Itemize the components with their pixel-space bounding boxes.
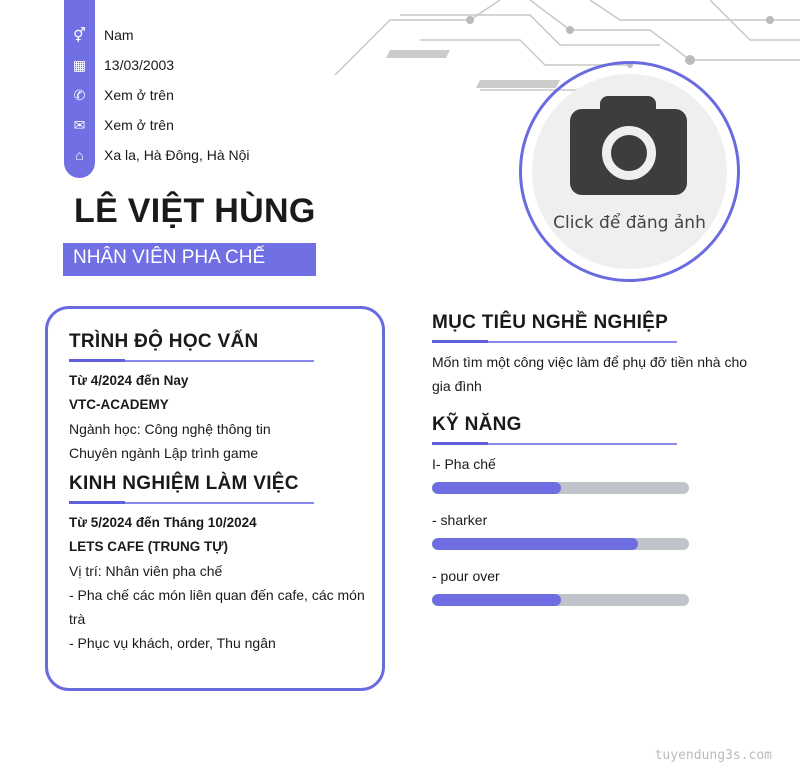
info-text: Xem ở trên <box>104 117 174 133</box>
info-text: Xa la, Hà Đông, Hà Nội <box>104 147 250 163</box>
skill-bar <box>432 594 689 606</box>
camera-icon <box>570 109 687 195</box>
skill-bar-fill <box>432 594 561 606</box>
watermark: tuyendung3s.com <box>654 748 772 763</box>
experience-company: LETS CAFE (TRUNG TỰ) <box>69 539 228 554</box>
info-phone <box>64 80 250 110</box>
education-experience-box <box>45 306 385 691</box>
education-school: VTC-ACADEMY <box>69 397 169 412</box>
info-text: Nam <box>104 27 134 43</box>
info-text: Xem ở trên <box>104 87 174 103</box>
mail-icon: ✉ <box>73 116 86 133</box>
photo-upload[interactable] <box>519 61 740 282</box>
education-line: Ngành học: Công nghệ thông tin <box>69 421 271 437</box>
calendar-icon: ▦ <box>72 56 87 73</box>
personal-info <box>64 20 250 170</box>
divider <box>69 360 314 362</box>
full-name: LÊ VIỆT HÙNG <box>74 192 316 230</box>
objective-text: Mốn tìm một công việc làm để phụ đỡ tiền nhà cho gia đình <box>432 354 748 394</box>
skill-label: - pour over <box>432 568 500 584</box>
objective-title: MỤC TIÊU NGHỀ NGHIỆP <box>432 312 669 333</box>
skill-bar-fill <box>432 538 638 550</box>
skill-label: I- Pha chế <box>432 456 496 472</box>
skill-label: - sharker <box>432 512 488 528</box>
photo-caption: Click để đăng ảnh <box>553 213 706 233</box>
phone-icon: ✆ <box>73 86 86 103</box>
job-title: NHÂN VIÊN PHA CHẾ <box>63 243 316 276</box>
info-birthdate <box>64 50 250 80</box>
skill-bar-fill <box>432 482 561 494</box>
experience-title: KINH NGHIỆM LÀM VIỆC <box>69 473 299 494</box>
experience-line: - Pha chế các món liên quan đến cafe, các món trà <box>69 587 365 627</box>
experience-period: Từ 5/2024 đến Tháng 10/2024 <box>69 515 257 530</box>
info-email <box>64 110 250 140</box>
skill-bar <box>432 538 689 550</box>
experience-line: Vị trí: Nhân viên pha chế <box>69 563 223 579</box>
divider <box>432 341 677 343</box>
skill-bar <box>432 482 689 494</box>
education-period: Từ 4/2024 đến Nay <box>69 373 189 388</box>
divider <box>69 502 314 504</box>
divider <box>432 443 677 445</box>
skills-title: KỸ NĂNG <box>432 414 522 435</box>
home-icon: ⌂ <box>75 147 84 163</box>
info-text: 13/03/2003 <box>104 57 175 73</box>
experience-line: - Phục vụ khách, order, Thu ngân <box>69 635 276 651</box>
education-title: TRÌNH ĐỘ HỌC VẤN <box>69 331 259 352</box>
education-line: Chuyên ngành Lập trình game <box>69 445 259 461</box>
gender-icon: ⚥ <box>73 26 86 43</box>
info-gender <box>64 20 250 50</box>
info-address <box>64 140 250 170</box>
right-column <box>432 290 772 620</box>
